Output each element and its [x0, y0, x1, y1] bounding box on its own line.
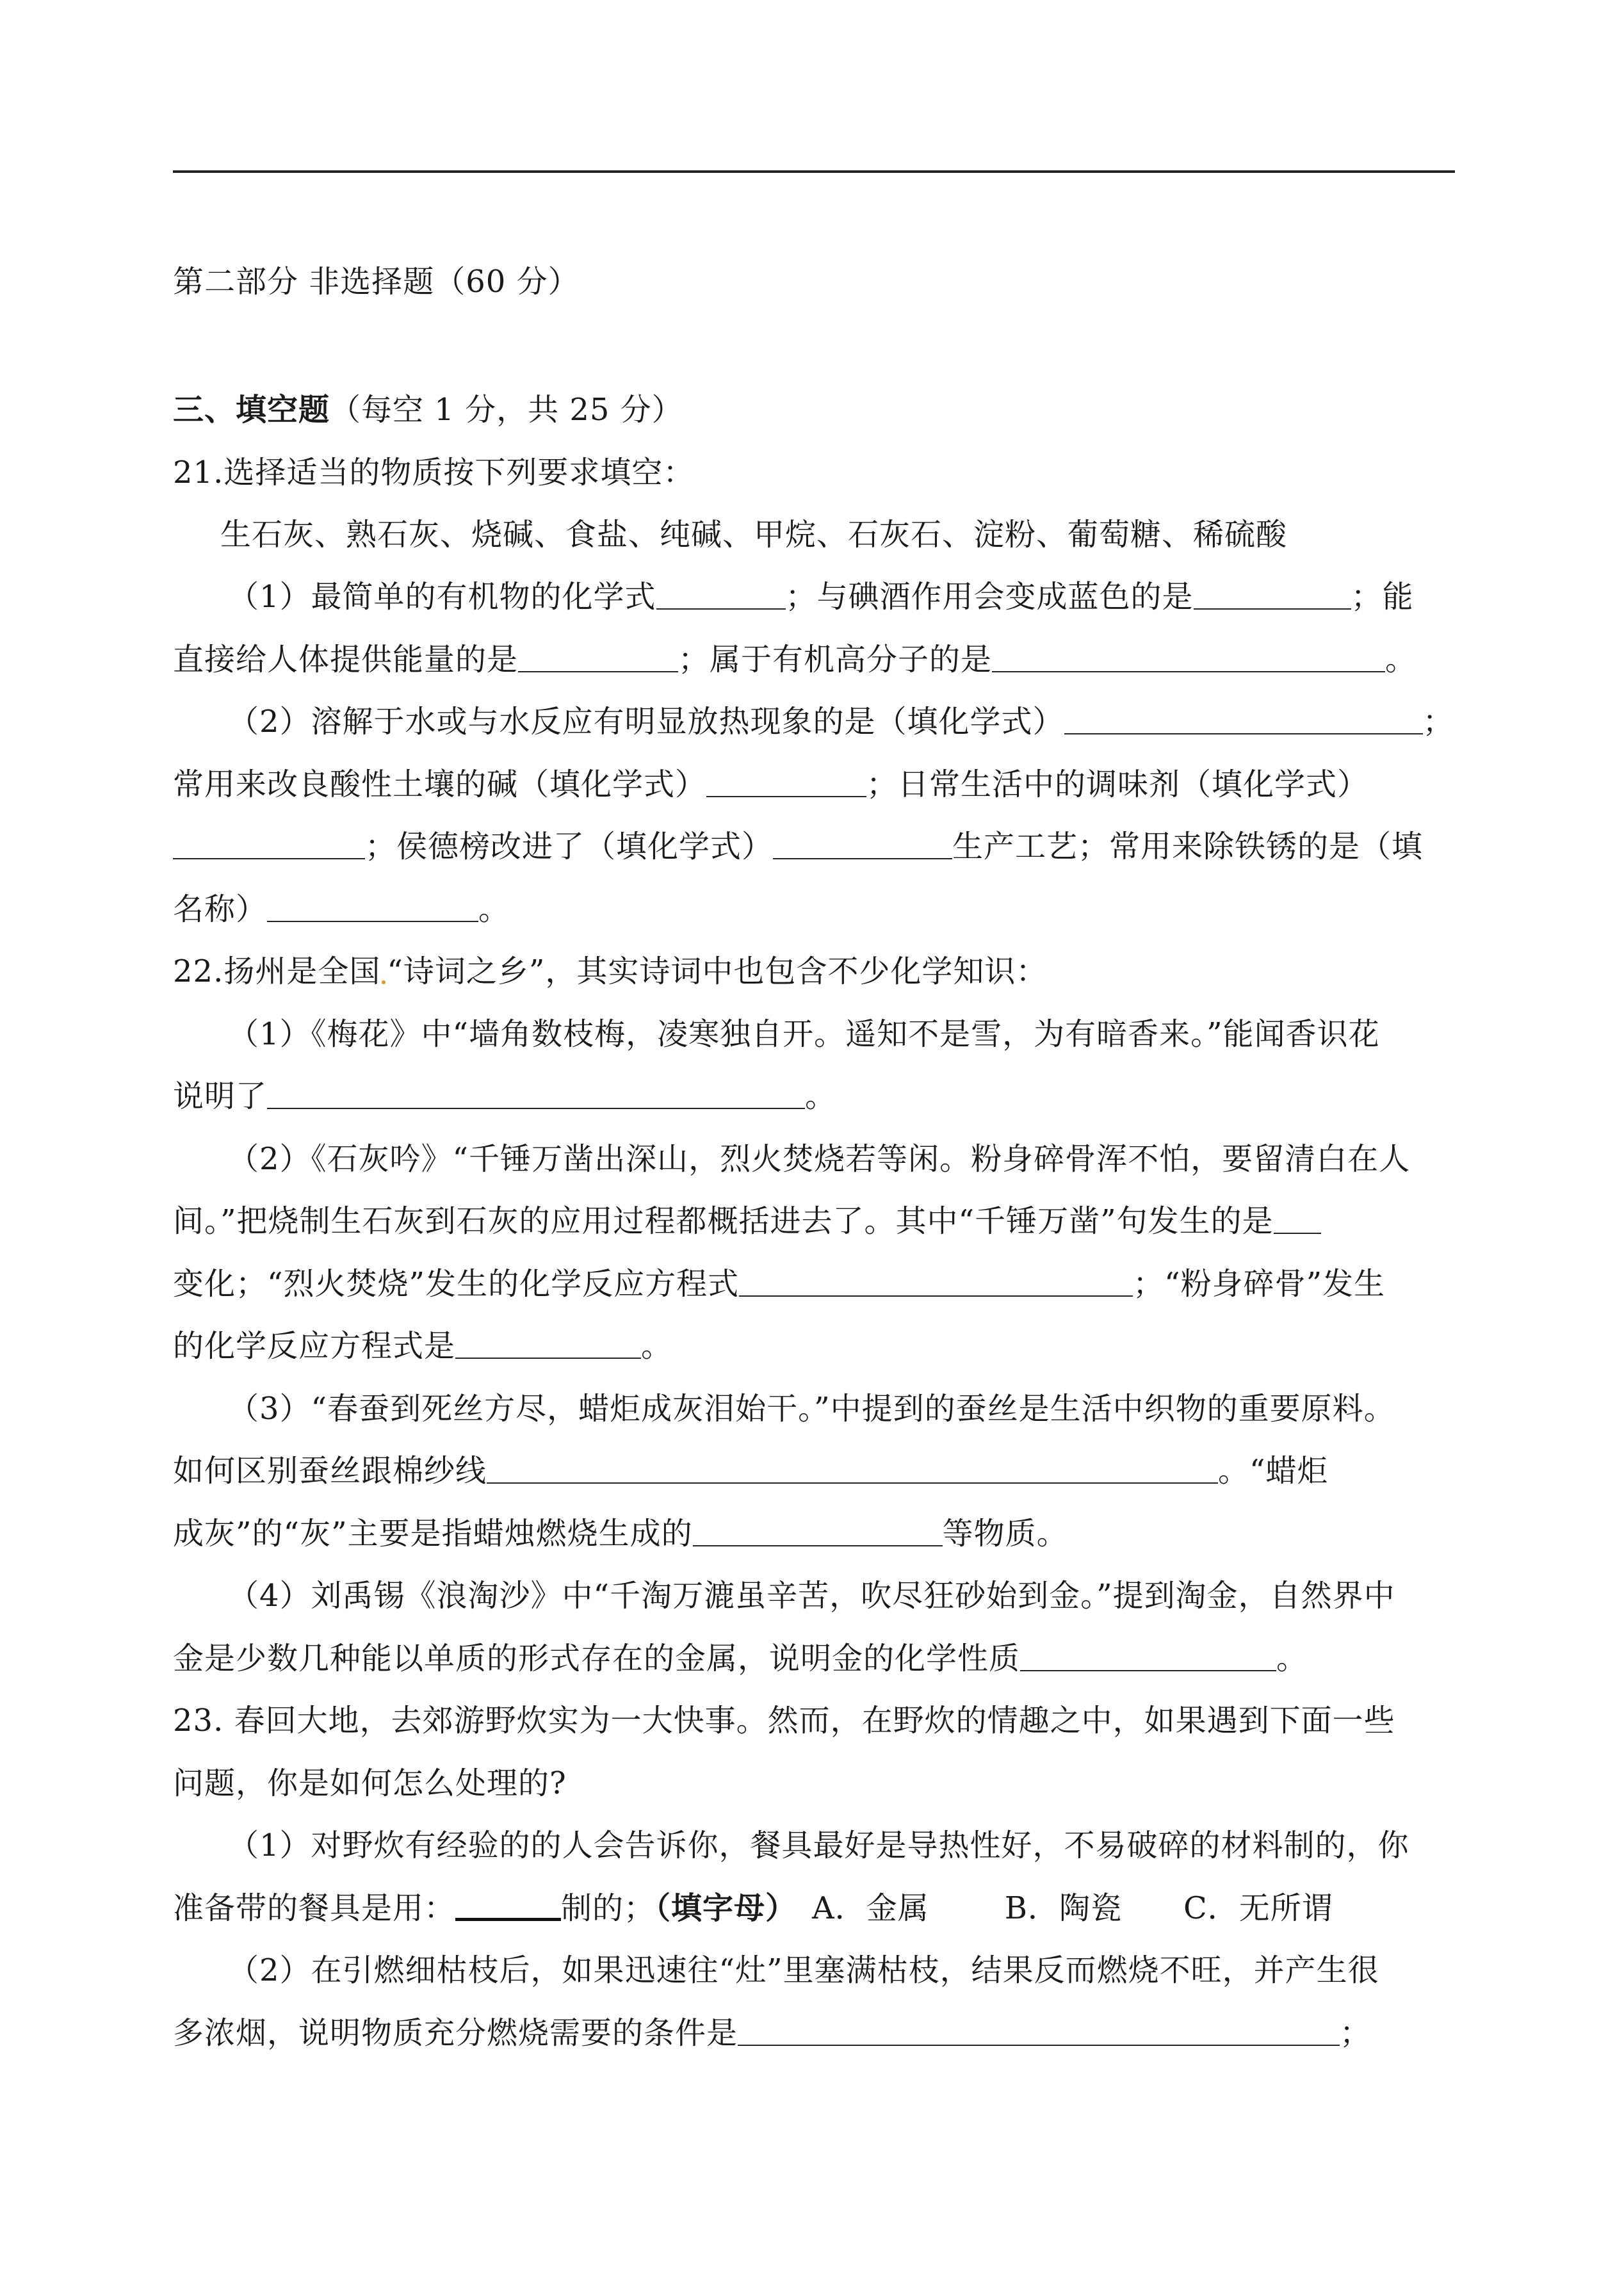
- answer-blank[interactable]: [1274, 1202, 1321, 1234]
- q22-part3-line2: [173, 1448, 1460, 1493]
- q23-stem-line1: [173, 1698, 1460, 1743]
- header-rule: [173, 170, 1455, 173]
- q22-part1-line1: [228, 1012, 1515, 1057]
- answer-blank[interactable]: [267, 890, 478, 922]
- q21-stem-text: 21.选择适当的物质按下列要求填空：: [173, 455, 695, 491]
- part-title: [173, 259, 1460, 304]
- q21-p2-text: ；日常生活中的调味剂（填化学式）: [866, 766, 1369, 802]
- q22-p4-text: （4）刘禹锡《浪淘沙》中“千淘万漉虽辛苦，吹尽狂砂始到金。”提到淘金，自然界中: [228, 1578, 1395, 1614]
- q22-p3-text: 成灰”的“灰”主要是指蜡烛燃烧生成的: [173, 1516, 693, 1552]
- q23-p2-text: （2）在引燃细枯枝后，如果迅速往“灶”里塞满枯枝，结果反而燃烧不旺，并产生很: [228, 1952, 1379, 1988]
- q22-p1-text: 说明了: [173, 1078, 268, 1114]
- q23-p1-text: 准备带的餐具是用：: [173, 1890, 456, 1926]
- q21-materials-text: 生石灰、熟石灰、烧碱、食盐、纯碱、甲烷、石灰石、淀粉、葡萄糖、稀硫酸: [220, 517, 1288, 553]
- q22-stem-text: “诗词之乡”，其实诗词中也包含不少化学知识：: [387, 953, 1048, 989]
- q23-p2-text: ；: [1340, 2015, 1372, 2051]
- q21-p1-text: ；与碘酒作用会变成蓝色的是: [785, 579, 1194, 615]
- q22-p2-text: 。: [641, 1328, 673, 1364]
- q22-part3-line1: [228, 1386, 1515, 1431]
- q22-part2-line1: [228, 1137, 1515, 1181]
- answer-blank[interactable]: [455, 1887, 561, 1921]
- answer-blank[interactable]: [1194, 578, 1351, 610]
- q23-stem-line2: [173, 1761, 1460, 1806]
- answer-blank[interactable]: [1064, 702, 1423, 734]
- q21-p2-text: 名称）: [173, 891, 268, 927]
- q22-p3-text: （3）“春蚕到死丝方尽，蜡炬成灰泪始干。”中提到的蚕丝是生活中织物的重要原料。: [228, 1391, 1395, 1427]
- q22-p2-text: ；“粉身碎骨”发生: [1133, 1266, 1386, 1302]
- answer-blank[interactable]: [706, 765, 866, 797]
- q22-p3-text: 等物质。: [942, 1516, 1068, 1552]
- q22-p1-text: （1）《梅花》中“墙角数枝梅，凌寒独自开。遥知不是雪，为有暗香来。”能闻香识花: [228, 1016, 1380, 1052]
- q23-part2-line1: [228, 1948, 1515, 1993]
- q21-part2-line4: [173, 887, 1460, 932]
- q22-stem: [173, 949, 1460, 994]
- q21-p1-text: 直接给人体提供能量的是: [173, 642, 519, 677]
- q22-part1-line2: [173, 1074, 1460, 1119]
- ink-dot-mark: [382, 980, 386, 984]
- q21-part1-line2: [173, 637, 1460, 682]
- q23-part1-line1: [228, 1823, 1515, 1868]
- answer-blank[interactable]: [656, 578, 786, 610]
- q22-stem-text: 22.扬州是全国: [173, 953, 381, 989]
- section-heading-label: 三、填空题: [173, 392, 330, 428]
- q22-part4-line2: [173, 1636, 1460, 1681]
- q22-p2-text: 变化；“烈火焚烧”发生的化学反应方程式: [173, 1266, 740, 1302]
- fill-letter-hint: （填字母）: [655, 1890, 797, 1926]
- answer-blank[interactable]: [173, 827, 365, 859]
- q21-p1-text: ；属于有机高分子的是: [678, 642, 993, 677]
- q22-p4-text: 金是少数几种能以单质的形式存在的金属，说明金的化学性质: [173, 1641, 1021, 1676]
- q21-part2-line1: [228, 699, 1515, 744]
- q21-p1-text: （1）最简单的有机物的化学式: [228, 579, 656, 615]
- q21-p2-text: 。: [478, 891, 510, 927]
- q22-part2-line3: [173, 1261, 1460, 1306]
- answer-blank[interactable]: [992, 640, 1385, 672]
- q21-materials: [220, 512, 1507, 557]
- q21-p2-text: 生产工艺；常用来除铁锈的是（填: [952, 829, 1424, 864]
- q21-p1-text: 。: [1385, 642, 1417, 677]
- q22-p3-text: 如何区别蚕丝跟棉纱线: [173, 1453, 487, 1489]
- q21-p2-text: 常用来改良酸性土壤的碱（填化学式）: [173, 766, 707, 802]
- q21-p2-text: ；侯德榜改进了（填化学式）: [365, 829, 774, 864]
- answer-blank[interactable]: [739, 1265, 1133, 1297]
- answer-blank[interactable]: [455, 1327, 641, 1359]
- part-title-text: 第二部分 非选择题（60 分）: [173, 264, 580, 300]
- section-heading-note: （每空 1 分，共 25 分）: [330, 392, 683, 428]
- q22-part4-line1: [228, 1573, 1515, 1618]
- q23-part1-line2: [173, 1886, 1460, 1931]
- q22-part2-line4: [173, 1324, 1460, 1368]
- answer-blank[interactable]: [693, 1514, 943, 1546]
- q23-stem-text: 23. 春回大地，去郊游野炊实为一大快事。然而，在野炊的情趣之中，如果遇到下面一些: [173, 1703, 1395, 1739]
- q22-p4-text: 。: [1276, 1641, 1308, 1676]
- q21-part2-line3: [173, 824, 1460, 869]
- answer-blank[interactable]: [738, 2014, 1340, 2046]
- q21-p2-text: （2）溶解于水或与水反应有明显放热现象的是（填化学式）: [228, 704, 1064, 740]
- q22-part2-line2: [173, 1199, 1460, 1244]
- answer-blank[interactable]: [1020, 1639, 1276, 1671]
- q22-p2-text: 间。”把烧制生石灰到石灰的应用过程都概括进去了。其中“千锤万凿”句发生的是: [173, 1203, 1274, 1239]
- answer-blank[interactable]: [267, 1077, 805, 1109]
- answer-blank[interactable]: [487, 1452, 1218, 1484]
- q23-p1-text: （1）对野炊有经验的的人会告诉你，餐具最好是导热性好，不易破碎的材料制的，你: [228, 1828, 1409, 1863]
- q22-p1-text: 。: [805, 1078, 837, 1114]
- answer-blank[interactable]: [773, 827, 952, 859]
- q22-p3-text: 。“蜡炬: [1218, 1453, 1329, 1489]
- option-c: C．无所谓: [1183, 1890, 1333, 1926]
- q23-stem-text: 问题，你是如何怎么处理的?: [173, 1765, 567, 1801]
- q23-p2-text: 多浓烟，说明物质充分燃烧需要的条件是: [173, 2015, 738, 2051]
- q23-part2-line2: [173, 2011, 1460, 2056]
- q21-p1-text: ；能: [1351, 579, 1414, 615]
- q22-p2-text: （2）《石灰吟》“千锤万凿出深山，烈火焚烧若等闲。粉身碎骨浑不怕，要留清白在人: [228, 1141, 1411, 1177]
- option-b: B．陶瓷: [1004, 1890, 1122, 1926]
- q21-p2-text: ；: [1422, 704, 1454, 740]
- q22-p2-text: 的化学反应方程式是: [173, 1328, 456, 1364]
- q22-part3-line3: [173, 1511, 1460, 1556]
- q21-part2-line2: [173, 762, 1460, 807]
- section-heading: [173, 387, 1460, 432]
- answer-blank[interactable]: [518, 640, 678, 672]
- q23-p1-text: 制的；: [561, 1890, 656, 1926]
- q21-stem: [173, 450, 1460, 495]
- option-a: A．金属: [812, 1890, 929, 1926]
- q21-part1-line1: [228, 574, 1515, 619]
